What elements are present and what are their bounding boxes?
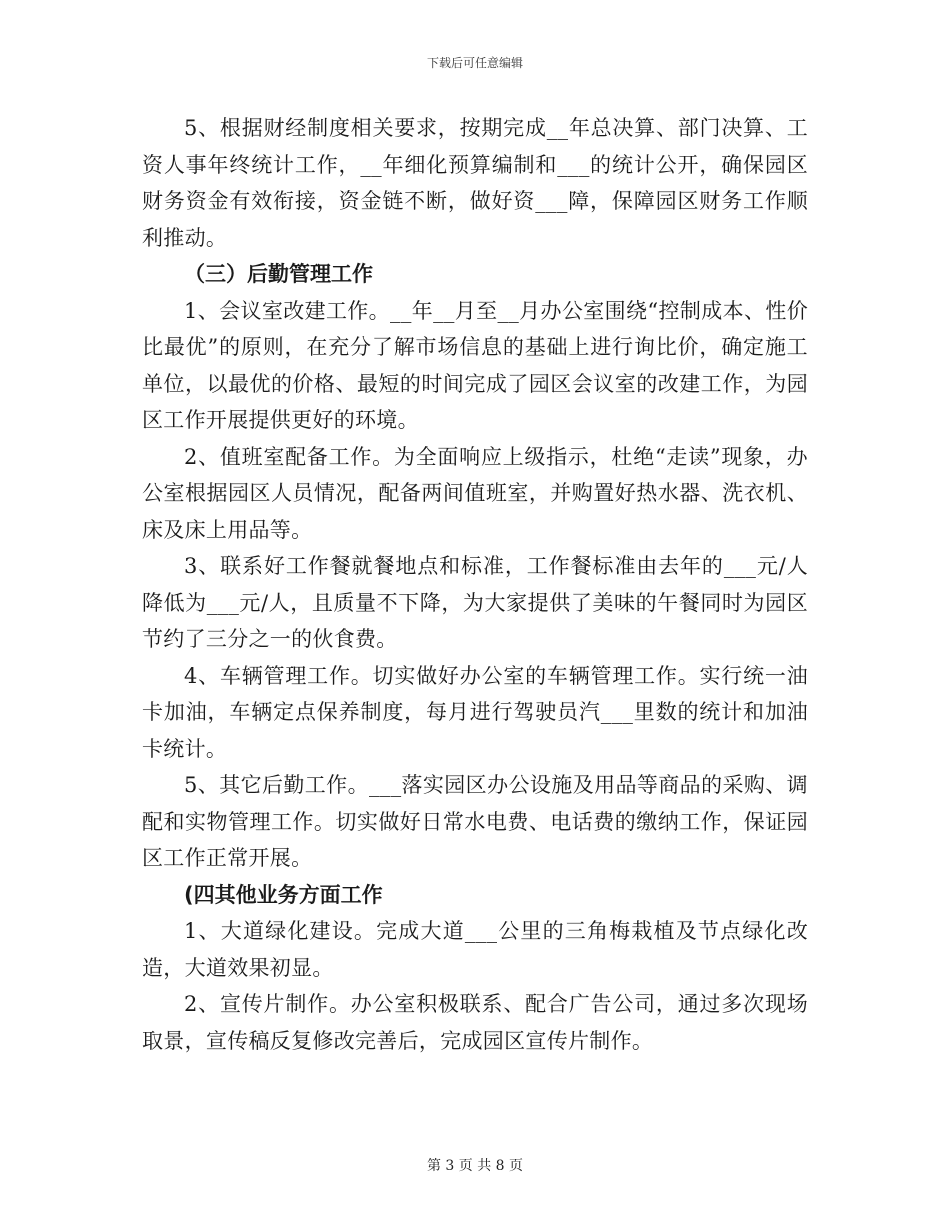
- paragraph-promo-video: 2、宣传片制作。办公室积极联系、配合广告公司，通过多次现场取景，宣传稿反复修改完善后，完成园区宣传片制作。: [142, 992, 808, 1053]
- section-heading-other-business: (四其他业务方面工作: [184, 882, 383, 907]
- document-body: [142, 110, 808, 1059]
- section-heading-logistics: （三）后勤管理工作: [184, 262, 373, 286]
- paragraph-meals: 3、联系好工作餐就餐地点和标准，工作餐标准由去年的___元/人降低为___元/人，且质量不下降，为大家提供了美味的午餐同时为园区节约了三分之一的伙食费。: [142, 554, 808, 651]
- paragraph-other-logistics: 5、其它后勤工作。___落实园区办公设施及用品等商品的采购、调配和实物管理工作。切实做好日常水电费、电话费的缴纳工作，保证园区工作正常开展。: [142, 773, 808, 870]
- paragraph-finance-5: 5、根据财经制度相关要求，按期完成__年总决算、部门决算、工资人事年终统计工作，__年细化预算编制和___的统计公开，确保园区财务资金有效衔接，资金链不断，做好资___障，保障园区财务工作顺利推动。: [142, 116, 808, 250]
- page-number: 第 3 页 共 8 页: [426, 1158, 524, 1174]
- page-header: 下载后可任意编辑: [426, 56, 523, 70]
- paragraph-meeting-room: 1、会议室改建工作。__年__月至__月办公室围绕“控制成本、性价比最优”的原则，在充分了解市场信息的基础上进行询比价，确定施工单位，以最优的价格、最短的时间完成了园区会议室的改建工作，为园区工作开展提供更好的环境。: [142, 298, 808, 432]
- paragraph-greening: 1、大道绿化建设。完成大道___公里的三角梅栽植及节点绿化改造，大道效果初显。: [142, 919, 808, 980]
- paragraph-vehicles: 4、车辆管理工作。切实做好办公室的车辆管理工作。实行统一油卡加油，车辆定点保养制度，每月进行驾驶员汽___里数的统计和加油卡统计。: [142, 663, 808, 761]
- paragraph-duty-room: 2、值班室配备工作。为全面响应上级指示，杜绝“走读”现象，办公室根据园区人员情况，配备两间值班室，并购置好热水器、洗衣机、床及床上用品等。: [142, 444, 808, 542]
